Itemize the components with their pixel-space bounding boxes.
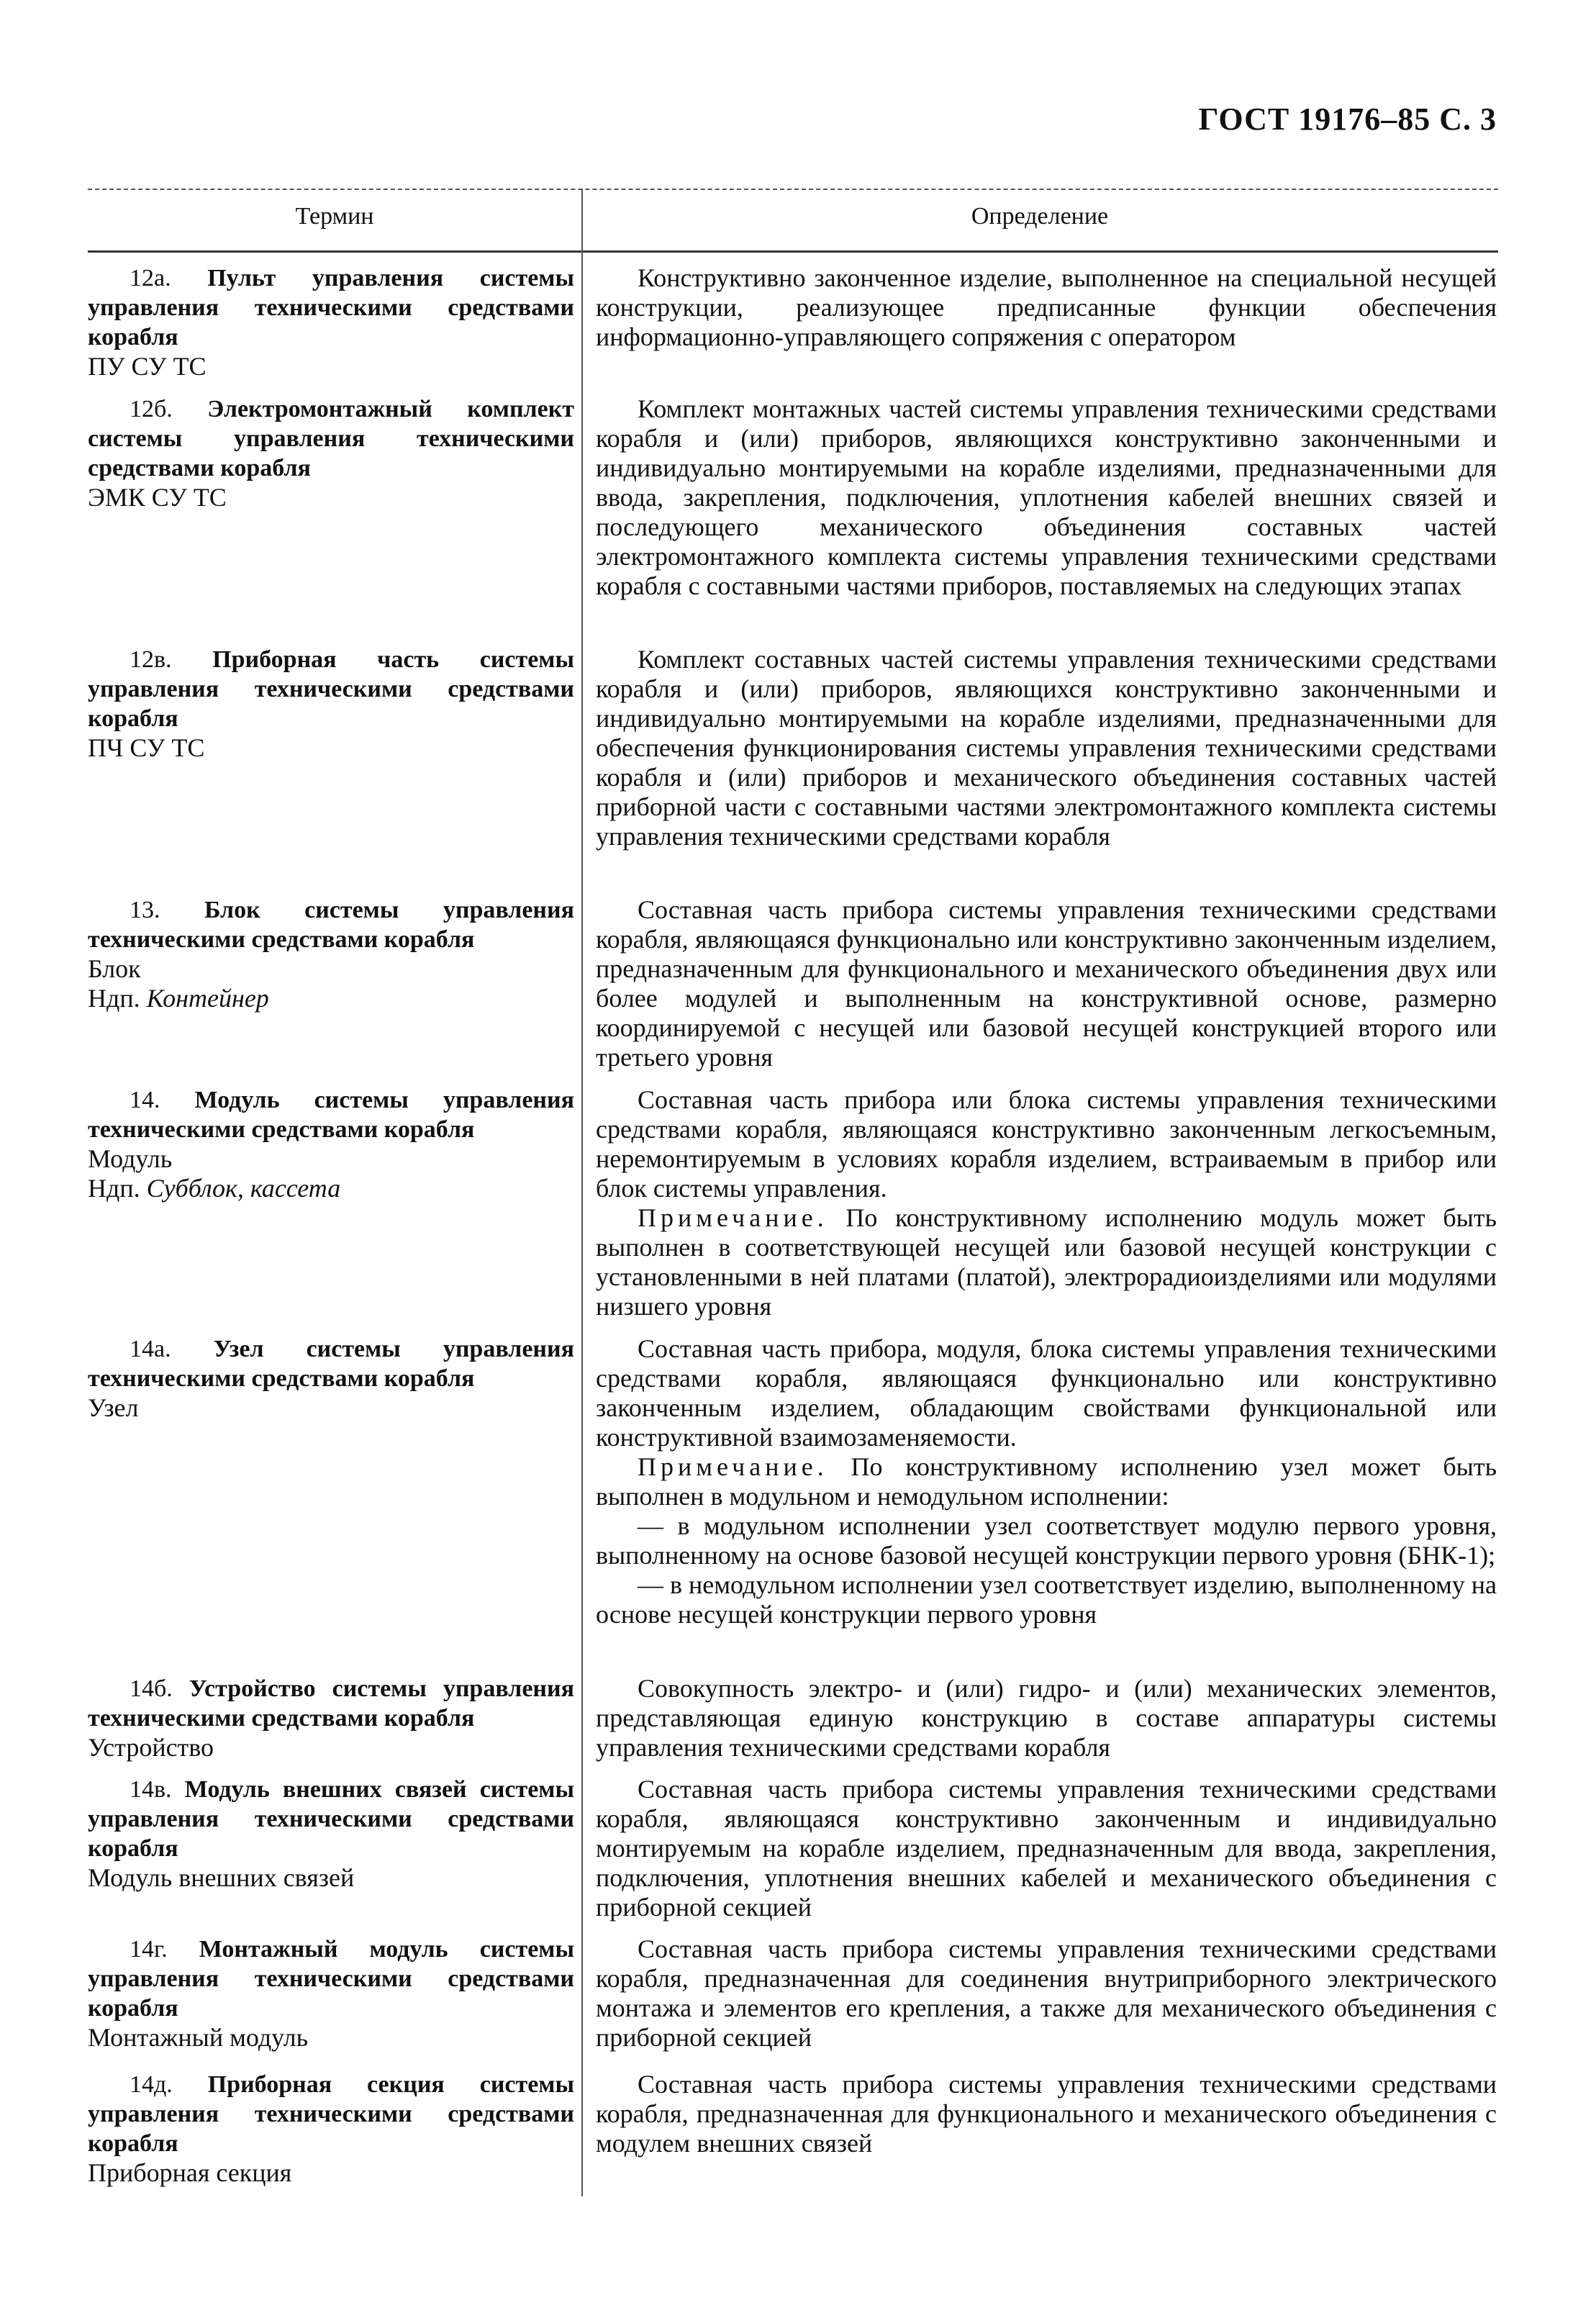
definition-cell <box>596 394 1497 601</box>
note-label: Примечание. <box>638 1452 828 1481</box>
term-number: 14г. <box>130 1936 168 1963</box>
term-title <box>88 263 574 352</box>
term-number: 14а. <box>130 1336 171 1362</box>
term-number: 14. <box>130 1087 160 1113</box>
page-header: ГОСТ 19176–85 С. 3 <box>1198 101 1497 137</box>
term-cell <box>88 1934 574 2053</box>
table-top-rule <box>88 189 1498 190</box>
term-cell <box>88 1674 574 1762</box>
term-name: Электромонтажный комплект системы управления техническими средствами корабля <box>88 396 574 481</box>
term-abbreviation: ПУ СУ ТС <box>88 352 207 381</box>
term-cell <box>88 895 574 1013</box>
definition-cell <box>596 2070 1497 2158</box>
term-cell <box>88 263 574 381</box>
term-name: Пульт управления системы управления техническими средствами корабля <box>88 265 574 350</box>
term-deprecated <box>88 984 574 1013</box>
term-title <box>88 1085 574 1144</box>
term-cell <box>88 1775 574 1893</box>
definition-text: Составная часть прибора или блока системы управления техническими средствами корабля, являющаяся конструктивно законченным легкосъемным, неремонтируемым в условиях корабля изделием, встраиваемым в прибор или блок системы управления. <box>596 1085 1497 1203</box>
term-abbreviation: ЭМК СУ ТС <box>88 483 227 512</box>
term-number: 12а. <box>130 265 171 291</box>
term-cell <box>88 645 574 763</box>
deprecated-terms: Субблок, кассета <box>146 1174 341 1203</box>
definition-note <box>596 1452 1497 1511</box>
deprecated-terms: Контейнер <box>146 984 269 1013</box>
term-number: 12в. <box>130 646 172 673</box>
definition-cell <box>596 1334 1497 1629</box>
term-number: 14б. <box>130 1675 173 1702</box>
term-title <box>88 1775 574 1863</box>
term-number: 13. <box>130 897 160 923</box>
definition-cell <box>596 1934 1497 2053</box>
definition-cell <box>596 1674 1497 1762</box>
term-cell <box>88 394 574 512</box>
term-name: Узел системы управления техническими средствами корабля <box>88 1336 574 1392</box>
definition-text: Составная часть прибора системы управления техническими средствами корабля, являющаяся конструктивно законченным и индивидуально монтируемым на корабле изделием, предназначенным для ввода, закрепления, подключения, уплотнения внешних кабелей и механического объединения с приборной секцией <box>596 1775 1497 1922</box>
column-header-definition: Определение <box>971 203 1109 230</box>
definition-cell <box>596 895 1497 1072</box>
definition-note <box>596 1203 1497 1321</box>
definition-cell <box>596 645 1497 851</box>
term-name: Блок системы управления техническими средствами корабля <box>88 897 575 953</box>
term-number: 14д. <box>130 2071 173 2098</box>
term-name: Приборная часть системы управления техническими средствами корабля <box>88 646 574 732</box>
term-title <box>88 1674 574 1733</box>
term-title <box>88 394 574 483</box>
term-number: 14в. <box>130 1776 172 1803</box>
term-abbreviation: ПЧ СУ ТС <box>88 733 205 762</box>
definition-text: Составная часть прибора системы управления техническими средствами корабля, являющаяся функционально или конструктивно законченным изделием, предназначенным для функционального и механического объединения двух или более модулей и выполненным на конструктивной основе, размерно координируемой с несущей или базовой несущей конструкцией второго или третьего уровня <box>596 895 1497 1072</box>
definition-text: Комплект составных частей системы управления техническими средствами корабля и (или) приборов, являющихся конструктивно законченными и индивидуально монтируемыми на корабле изделиями, предназначенными для обеспечения функционирования системы управления техническими средствами корабля и (или) приборов и механического объединения составных частей приборной части с составными частями электромонтажного комплекта системы управления техническими средствами корабля <box>596 645 1497 851</box>
term-title <box>88 1334 574 1393</box>
term-abbreviation: Устройство <box>88 1733 214 1762</box>
definition-text: Комплект монтажных частей системы управления техническими средствами корабля и (или) приборов, являющихся конструктивно законченными и индивидуально монтируемыми на корабле изделиями, предназначенными для ввода, закрепления, подключения, уплотнения кабелей внешних связей и последующего механического объединения составных частей электромонтажного комплекта системы управления техническими средствами корабля с составными частями приборов, поставляемых на следующих этапах <box>596 394 1497 600</box>
term-abbreviation: Узел <box>88 1393 139 1422</box>
term-number: 12б. <box>130 396 173 422</box>
column-header-term: Термин <box>295 203 374 230</box>
note-dash-item: — в немодульном исполнении узел соответствует изделию, выполненному на основе несущей конструкции первого уровня <box>596 1570 1497 1629</box>
term-abbreviation: Блок <box>88 954 141 983</box>
deprecated-prefix: Ндп. <box>88 984 140 1013</box>
term-name: Устройство системы управления техническими средствами корабля <box>88 1675 574 1732</box>
term-name: Модуль системы управления техническими средствами корабля <box>88 1087 574 1143</box>
note-dash-item: — в модульном исполнении узел соответствует модулю первого уровня, выполненному на основе базовой несущей конструкции первого уровня (БНК-1); <box>596 1511 1497 1570</box>
definition-cell <box>596 1775 1497 1922</box>
term-cell <box>88 1085 574 1203</box>
term-abbreviation: Модуль <box>88 1144 173 1173</box>
deprecated-prefix: Ндп. <box>88 1174 140 1203</box>
definition-text: Составная часть прибора системы управления техническими средствами корабля, предназначенная для соединения внутриприборного электрического монтажа и элементов его крепления, а также для механического объединения с приборной секцией <box>596 1934 1497 2052</box>
definition-cell <box>596 263 1497 352</box>
term-deprecated <box>88 1174 574 1203</box>
term-cell <box>88 2070 574 2188</box>
definition-text: Конструктивно законченное изделие, выполненное на специальной несущей конструкции, реализующее предписанные функции обеспечения информационно-управляющего сопряжения с оператором <box>596 263 1497 351</box>
term-title <box>88 645 574 733</box>
term-cell <box>88 1334 574 1423</box>
note-text: По конструктивному исполнению модуль может быть выполнен в соответствующей несущей или базовой несущей конструкции с установленными в ней платами (платой), электрорадиоизделиями или модулями низшего уровня <box>596 1203 1497 1321</box>
term-name: Приборная секция системы управления техническими средствами корабля <box>88 2071 574 2157</box>
term-abbreviation: Приборная секция <box>88 2158 292 2187</box>
definition-cell <box>596 1085 1497 1321</box>
definition-text: Составная часть прибора, модуля, блока системы управления техническими средствами корабля, являющаяся функционально или конструктивно законченным изделием, обладающим свойствами функциональной или конструктивной взаимозаменяемости. <box>596 1334 1497 1452</box>
term-title <box>88 2070 574 2158</box>
definition-text: Совокупность электро- и (или) гидро- и (или) механических элементов, представляющая единую конструкцию в составе аппаратуры системы управления техническими средствами корабля <box>596 1674 1497 1762</box>
term-abbreviation: Модуль внешних связей <box>88 1863 355 1892</box>
term-name: Монтажный модуль системы управления техническими средствами корабля <box>88 1936 574 2022</box>
term-title <box>88 895 574 954</box>
table-header-rule <box>88 250 1498 253</box>
column-divider <box>581 189 583 2196</box>
term-name: Модуль внешних связей системы управления техническими средствами корабля <box>88 1776 574 1862</box>
note-text: По конструктивному исполнению узел может быть выполнен в модульном и немодульном исполнении: <box>596 1452 1497 1511</box>
note-label: Примечание. <box>638 1203 828 1232</box>
term-title <box>88 1934 574 2023</box>
term-abbreviation: Монтажный модуль <box>88 2023 308 2052</box>
definition-text: Составная часть прибора системы управления техническими средствами корабля, предназначенная для функционального и механического объединения с модулем внешних связей <box>596 2070 1497 2158</box>
